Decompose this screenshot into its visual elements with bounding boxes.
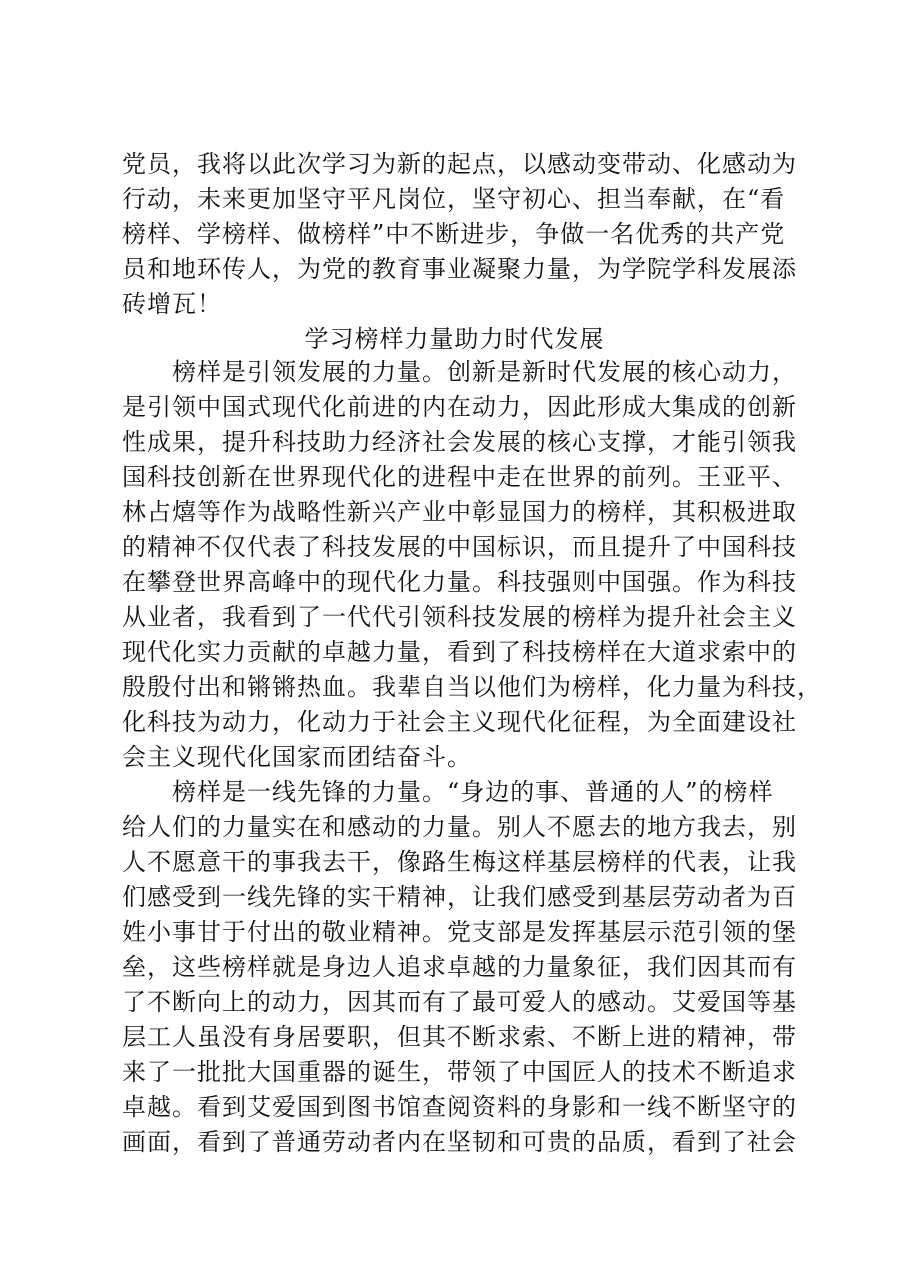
text-line: 垒，这些榜样就是身边人追求卓越的力量象征，我们因其而有 <box>122 953 797 981</box>
text-line: 砖增瓦！ <box>122 290 222 318</box>
text-line: 们感受到一线先锋的实干精神，让我们感受到基层劳动者为百 <box>122 883 797 911</box>
text-line: 给人们的力量实在和感动的力量。别人不愿去的地方我去，别 <box>122 813 797 841</box>
text-line: 林占熺等作为战略性新兴产业中彰显国力的榜样，其积极进取 <box>122 498 797 526</box>
text-line: 姓小事甘于付出的敬业精神。党支部是发挥基层示范引领的堡 <box>122 918 797 946</box>
text-line: 殷殷付出和锵锵热血。我辈自当以他们为榜样，化力量为科技， <box>122 673 822 701</box>
intro-paragraph <box>122 147 812 322</box>
section-title: 学习榜样力量助力时代发展 <box>304 325 605 353</box>
text-line: 会主义现代化国家而团结奋斗。 <box>122 743 472 771</box>
text-line: 现代化实力贡献的卓越力量，看到了科技榜样在大道求索中的 <box>122 638 797 666</box>
text-line: 画面，看到了普通劳动者内在坚韧和可贵的品质，看到了社会 <box>122 1128 797 1156</box>
text-line: 行动，未来更加坚守平凡岗位，坚守初心、担当奉献，在“看 <box>122 185 786 213</box>
text-line: 党员，我将以此次学习为新的起点，以感动变带动、化感动为 <box>122 150 797 178</box>
text-line: 国科技创新在世界现代化的进程中走在世界的前列。王亚平、 <box>122 463 797 491</box>
paragraph-frontline <box>122 775 812 1160</box>
text-line: 性成果，提升科技助力经济社会发展的核心支撑，才能引领我 <box>122 428 797 456</box>
text-line: 从业者，我看到了一代代引领科技发展的榜样为提升社会主义 <box>122 603 797 631</box>
text-line: 是引领中国式现代化前进的内在动力，因此形成大集成的创新 <box>122 393 797 421</box>
text-line: 员和地环传人，为党的教育事业凝聚力量，为学院学科发展添 <box>122 255 797 283</box>
text-line: 人不愿意干的事我去干，像路生梅这样基层榜样的代表，让我 <box>122 848 797 876</box>
text-line: 榜样是一线先锋的力量。“身边的事、普通的人”的榜样 <box>122 778 774 806</box>
text-line: 来了一批批大国重器的诞生，带领了中国匠人的技术不断追求 <box>122 1058 797 1086</box>
text-line: 卓越。看到艾爱国到图书馆查阅资料的身影和一线不断坚守的 <box>122 1093 797 1121</box>
text-line: 榜样是引领发展的力量。创新是新时代发展的核心动力， <box>122 358 797 386</box>
text-line: 在攀登世界高峰中的现代化力量。科技强则中国强。作为科技 <box>122 568 797 596</box>
text-line: 化科技为动力，化动力于社会主义现代化征程，为全面建设社 <box>122 708 797 736</box>
text-line: 了不断向上的动力，因其而有了最可爱人的感动。艾爱国等基 <box>122 988 797 1016</box>
text-line: 榜样、学榜样、做榜样”中不断进步，争做一名优秀的共产党 <box>122 220 786 248</box>
paragraph-innovation <box>122 355 822 775</box>
text-line: 层工人虽没有身居要职，但其不断求索、不断上进的精神，带 <box>122 1023 797 1051</box>
text-line: 的精神不仅代表了科技发展的中国标识，而且提升了中国科技 <box>122 533 797 561</box>
